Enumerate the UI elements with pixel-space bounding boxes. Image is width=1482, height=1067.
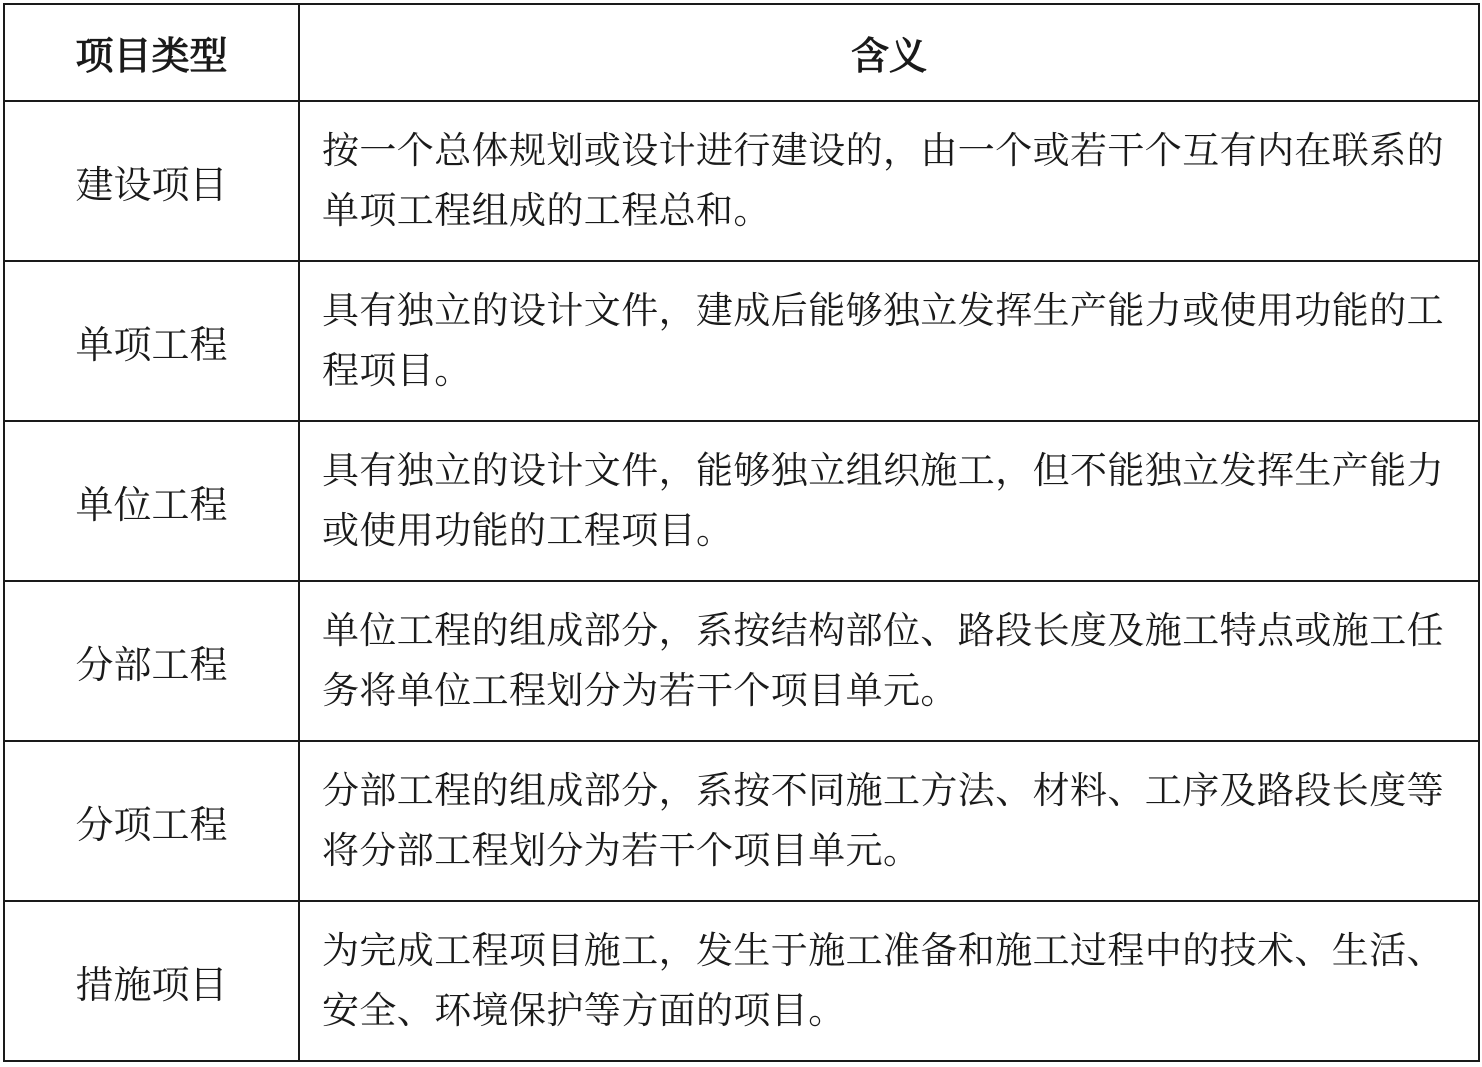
column-header-meaning: 含义 xyxy=(299,4,1479,101)
cell-project-type: 措施项目 xyxy=(4,901,299,1061)
table-row xyxy=(4,101,1479,261)
cell-meaning: 具有独立的设计文件，建成后能够独立发挥生产能力或使用功能的工程项目。 xyxy=(299,261,1479,421)
cell-project-type: 单项工程 xyxy=(4,261,299,421)
cell-meaning: 单位工程的组成部分，系按结构部位、路段长度及施工特点或施工任务将单位工程划分为若干个项目单元。 xyxy=(299,581,1479,741)
project-type-table-container xyxy=(3,3,1480,1062)
table-row xyxy=(4,261,1479,421)
table-row xyxy=(4,901,1479,1061)
column-header-type: 项目类型 xyxy=(4,4,299,101)
cell-project-type: 单位工程 xyxy=(4,421,299,581)
cell-meaning: 具有独立的设计文件，能够独立组织施工，但不能独立发挥生产能力或使用功能的工程项目。 xyxy=(299,421,1479,581)
project-type-table xyxy=(3,3,1480,1062)
table-header-row xyxy=(4,4,1479,101)
table-row xyxy=(4,741,1479,901)
cell-meaning: 按一个总体规划或设计进行建设的，由一个或若干个互有内在联系的单项工程组成的工程总和。 xyxy=(299,101,1479,261)
cell-meaning: 分部工程的组成部分，系按不同施工方法、材料、工序及路段长度等将分部工程划分为若干个项目单元。 xyxy=(299,741,1479,901)
table-row xyxy=(4,581,1479,741)
table-row xyxy=(4,421,1479,581)
cell-meaning: 为完成工程项目施工，发生于施工准备和施工过程中的技术、生活、安全、环境保护等方面的项目。 xyxy=(299,901,1479,1061)
cell-project-type: 分项工程 xyxy=(4,741,299,901)
cell-project-type: 建设项目 xyxy=(4,101,299,261)
cell-project-type: 分部工程 xyxy=(4,581,299,741)
